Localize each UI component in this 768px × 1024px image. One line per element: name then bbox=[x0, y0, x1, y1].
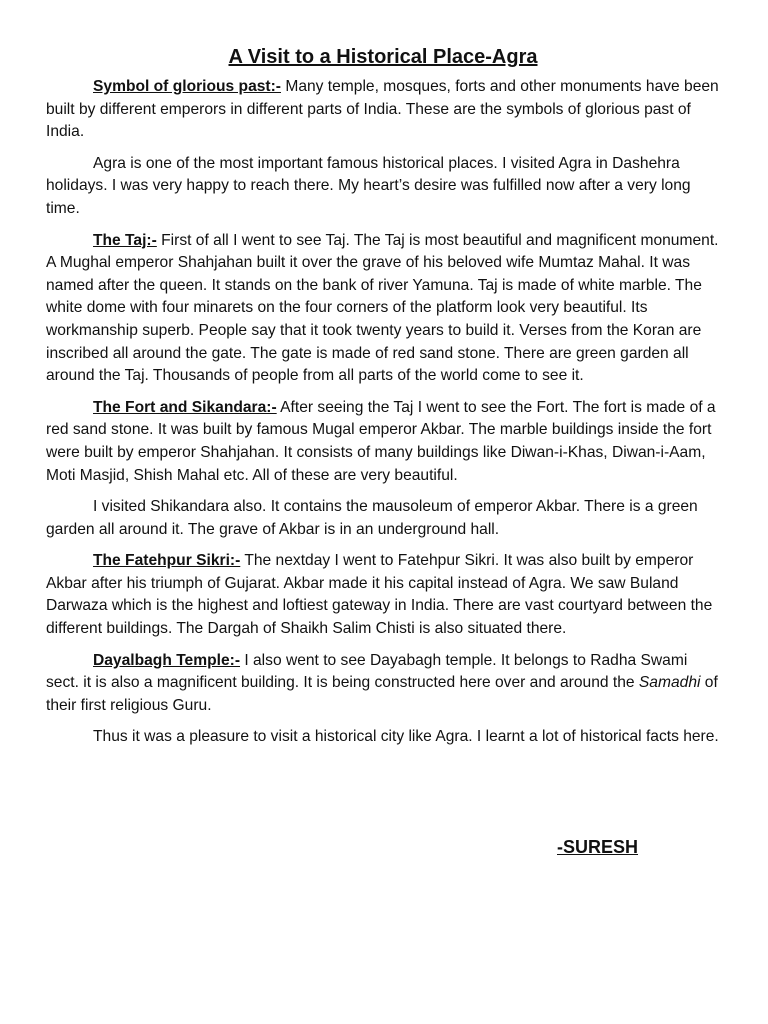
paragraph-the-taj bbox=[46, 230, 720, 388]
paragraph-text: Thus it was a pleasure to visit a historical city like Agra. I learnt a lot of historical facts here. bbox=[93, 728, 719, 746]
essay-page bbox=[46, 44, 720, 758]
paragraph-heading: Symbol of glorious past:- bbox=[93, 78, 281, 95]
paragraph-italic-term: Samadhi bbox=[638, 674, 701, 692]
paragraph-dayalbagh-temple bbox=[46, 650, 720, 718]
paragraph-text: Many temple, mosques, forts and other monuments have been built by different emperors in different parts of India. These are the symbols of glorious past of India. bbox=[46, 78, 719, 141]
paragraph-heading: The Fort and Sikandara:- bbox=[93, 398, 277, 416]
paragraph-agra-intro bbox=[46, 153, 720, 221]
paragraph-conclusion bbox=[46, 726, 720, 749]
paragraph-text: Agra is one of the most important famous historical places. I visited Agra in Dashehra holidays. I was very happy to reach there. My heart’s desire was fulfilled now after a very long time. bbox=[46, 154, 691, 217]
author-signature: -SURESH bbox=[557, 837, 639, 857]
paragraph-text: I also went to see Dayabagh temple. It belongs to Radha Swami sect. it is also a magnificent building. It is being constructed here over and around the bbox=[46, 651, 688, 692]
paragraph-shikandara bbox=[46, 496, 720, 541]
paragraph-symbol-of-glorious-past bbox=[46, 76, 720, 144]
paragraph-fort-and-sikandara bbox=[46, 397, 720, 487]
paragraph-heading: Dayalbagh Temple:- bbox=[93, 651, 241, 669]
paragraph-text: First of all I went to see Taj. The Taj is most beautiful and magnificent monument. A Mughal emperor Shahjahan built it over the grave of his beloved wife Mumtaz Mahal. It was named after the queen. It stands on the bank of river Yamuna. Taj is made of white marble. The white dome with four minarets on the four corners of the platform look very beautiful. Its workmanship superb. People say that it took twenty years to build it. Verses from the Koran are inscribed all around the gate. The gate is made of red sand stone. There are green garden all around the Taj. Thousands of people from all parts of the world come to see it. bbox=[46, 231, 719, 385]
paragraph-text: After seeing the Taj I went to see the Fort. The fort is made of a red sand stone. It was built by famous Mugal emperor Akbar. The marble buildings inside the fort were built by emperor Shahjahan. It consists of many buildings like Diwan-i-Khas, Diwan-i-Aam, Moti Masjid, Shish Mahal etc. All of these are very beautiful. bbox=[46, 398, 716, 484]
paragraph-text-after: of their first religious Guru. bbox=[46, 674, 718, 714]
paragraph-text: I visited Shikandara also. It contains the mausoleum of emperor Akbar. There is a green garden all around it. The grave of Akbar is in an underground hall. bbox=[46, 498, 698, 538]
paragraph-fatehpur-sikri bbox=[46, 550, 720, 640]
paragraph-heading: The Fatehpur Sikri:- bbox=[93, 552, 241, 570]
paragraph-heading: The Taj:- bbox=[93, 231, 157, 249]
paragraph-text: The nextday I went to Fatehpur Sikri. It was also built by emperor Akbar after his triumph of Gujarat. Akbar made it his capital instead of Agra. We saw Buland Darwaza which is the highest and loftiest gateway in India. There are vast courtyard between the different buildings. The Dargah of Shaikh Salim Chisti is also situated there. bbox=[46, 552, 713, 638]
essay-title: A Visit to a Historical Place-Agra bbox=[228, 46, 538, 68]
